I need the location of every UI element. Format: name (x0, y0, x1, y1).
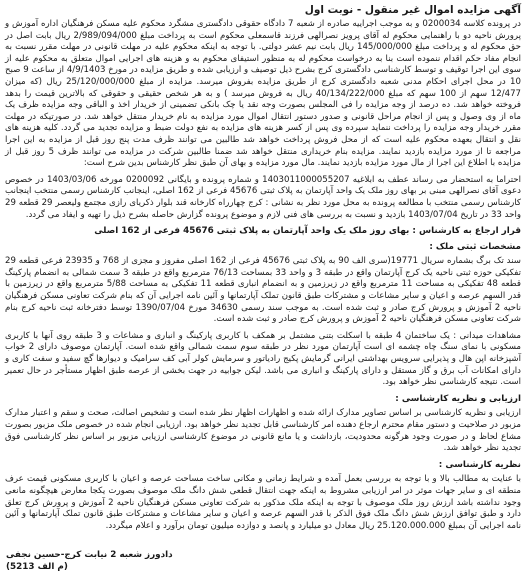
signature-code: (م الف 5213) (6, 562, 68, 572)
notice-intro-paragraph: در پرونده کلاسه 0200034 و به موجب اجراییه صادره از شعبه 7 دادگاه حقوقی دادگستری مشگرد محکوم علیه مسکن فرهنگیان اداره آموزش و پرورش ناحیه دو با راهنمایی محکوم له آقای پرویز نصرالهی فرزند قاسمعلی محکوم است به پرداخت مبلغ 2/989/094/000 ریال بابت اصل در حق محکوم له و پرداخت مبلغ 145/000/000 ریال بابت نیم عشر دولتی. با توجه به اینکه محکوم علیه در مهلت قانونی در مهلت مقرر نسبت به انجام مفاد حکم اقدام ننموده است بنا به درخواست محکوم له به منظور استیفای محکوم به و هزینه های اجرایی اموال متعلق به محکوم علیه از سوی این اجرا توقیف و توسط کارشناسی دادگستری کرج بشرح ذیل توصیف و ارزیابی شده و طریق مزایده در مورخ 4/9/1403 از ساعت 9 صبح 10 در محل اجرای احکام مدنی شعبه دادگستری کرج از طریق مزایده بفروش میرسد. مزایده از مبلغ 25/120/000/000 ریال (که میزان 12/477 سهم از 100 سهم که مبلغ 40/134/222/000 ریال به فروش میرسد ) و به هر شخص حقیقی و حقوقی که بالاترین قیمت را بدهد فروخته خواهد شد. ده درصد از وجه مزایده را فی المجلس بصورت وجه نقد یا چک بانکی تضمینی از خریدار اخذ و الباقی وجه مزایده ظرف یک ماه از وی وصول و پس از انجام مراحل قانونی و صدور دستور انتقال اموال مورد مزایده به نام خریدار منتقل خواهد شد. در صورتیکه در مهلت مقرر خریدار وجه مزایده را پرداخت ننماید سپرده وی پس از کسر هزینه های مزایده به نفع دولت ضبط و مزایده تجدید می گردد. کلیه هزینه های نقل و انتقال بعهده محکوم علیه است که از محل فروش پرداخت خواهد شد طالبین می توانند ظرف مدت پنج روز قبل از مزایده به این اجرا مراجعه تا از مورد مزایده بازدید نمایند. مزایده بنام خریداری منتقل خواهد شد ضمنا طالبین شرکت در مزایده می توانند ظرف 5 روز قبل از مزایده با اطلاع این اجرا از مال مورد مزایده بازدید نمایند. مال مورد مزایده و بهای آن طبق نظر کارشناس بدین شرح است: (5, 19, 521, 169)
registration-specs-heading: مشخصات ثبتی ملک : (429, 241, 521, 252)
notice-title: آگهی مزایده اموال غیر منقول - نوبت اول (304, 4, 521, 16)
evaluation-heading: ارزیابی و نظریه کارشناسی : (395, 393, 521, 404)
evaluation-paragraph: ارزیابی و نظریه کارشناسی بر اساس تصاویر مدارک ارائه شده و اظهارات اظهار نظر شده است و تشخیص اصالت، صحت و سقم و اعتبار مدارک مزبور در صلاحیت و دستور مقام محترم ارجاع دهنده امر کارشناسی قابل تجدید نظر خواهد بود. ارزیابی انجام شده در خصوص ملک مزبور بصورت مشاع لحاظ و در صورت وجود هرگونه محدودیت، بازداشت و یا مانع قانونی در موضوع کارشناسی ارزیابی مزبور بر اساس نظر کارشناسی فوق تجدید نظر خواهد شد. (5, 408, 521, 454)
conclusion-paragraph: با عنایت به مطالب بالا و با توجه به بررسی بعمل آمده و شرایط زمانی و مکانی ساخت مساحت عرصه و اعیان با کاربری مسکونی قیمت عرف منطقه ای و سایر جهات موثر در امر ارزیابی مشروط به اینکه جهت انتقال قطعی شش دانگ ملک موصوف بصورت یکجا معارض هیچگونه مانعی وجود نداشته باشد ارزش روز ملک موصوف با توجه به اینکه ملک مذکور به شرکت تعاونی مسکن فرهنگیان ناحیه 2 آموزش و پرورش کرج تعلق دارد و طبق توافق ارزش شش دانگ ملک فوق الذکر با قدر السهم عرصه و اعیان و سایر مشاعات و مشترکات طبق قانون تملک آپارتمانها و آئین نامه اجرایی آن بمبلغ 25.120.000.000 ریال معادل دو میلیارد و پانصد و دوازده میلیون تومان برآورد و اعلام میگردد. (5, 474, 522, 531)
field-observations-paragraph: مشاهدات میدانی : یک ساختمان 4 طبقه با اسکلت بتنی مشتمل بر همکف با کاربری پارکینگ و انباری و مشاعات و 3 طبقه روی آنها با کاربری مسکونی با نمای سنگ چاه چشمه ای است آپارتمان مورد نظر در طبقه سوم سمت شمالی واقع شده است. آپارتمان موصوف دارای 2 خواب آشپزخانه اپن هال و پذیرایی سرویس بهداشتی ایرانی گرمایش پکیج رادیاتور و سرمایش کولر آبی کف سرامیک و دیوارها گچ سفید و سفت کاری و دارای امکانات آب برق و گاز مستقل و دارای پارکینگ و انباری می باشد. لیکن جوابیه در جهت بخشی از عرصه طبق اظهار مستأجر در حال تعمیر است. نتیجه کارشناسی نظر خواهد بود. (5, 330, 521, 388)
signature-officer: دادورز شعبه 2 نیابت کرج-حسین نجفی (6, 550, 173, 560)
conclusion-heading: نظریه کارشناسی : (438, 459, 521, 470)
subject-heading: قرار ارجاع به کارشناس : بهای روز ملک یک واحد آپارتمان به پلاک ثبتی 45676 فرعی از 162 اصلی (94, 226, 521, 237)
registration-specs-paragraph: سند تک برگ بشماره سریال 19771(سری الف 90 به پلاک ثبتی 45676 فرعی از 162 اصلی مفروز و مجزی از 768 و 23935 فرعی قطعه 29 تفکیکی حوزه ثبتی ناحیه یک کرج آپارتمان واقع در طبقه 3 و واحد 33 بمساحت 76/13 مترمربع واقع در طبقه 3 سمت شمالی به انضمام پارکینگ قطعه 48 تفکیکی به مساحت 11 مترمربع واقع در زیرزمین و به انضمام انباری قطعه 11 تفکیکی به مساحت 5/88 مترمربع واقع در زیرزمین با قدر السهم عرصه و اعیان و سایر مشاعات و مشترکات طبق قانون تملک آپارتمانها و آئین نامه اجرایی آن که بنام شرکت تعاونی مسکن فرهنگیان ناحیه 2 آموزش و پرورش کرج صادر و ثبت شده است. به موجب سند رسمی 34630 مورخ 1390/07/04 توسط دفترخانه ثبت ناحیه کرج بنام شرکت تعاونی مسکن فرهنگیان ناحیه 2 آموزش و پرورش کرج صادر و ثبت شده است. (5, 256, 522, 325)
expert-intro-paragraph: احتراما به استحضار می رساند عطف به ابلاغیه 1403011000055207 و شماره پرونده و بایگانی 0200092 مورخه 1403/03/06 در خصوص دعوی آقای نصرالهی مبنی بر بهای روز ملک یک واحد آپارتمان به پلاک ثبتی 45676 فرعی از 162 اصلی، اینجانب کارشناس رسمی منتخب اینجانب کارشناس رسمی منتخب با مطالعه پرونده به محل مورد نظر به نشانی : کرج چهارراه کارخانه قند بلوار ذکریای رازی مجتمع ولیعصر 29 قطعه 29 واحد 33 در تاریخ 1403/07/04 بازدید و نسبت به بررسی های فنی لازم و موضوع پرونده گزارش حاصله بشرح ذیل را تهیه و ایفاد می گردد. (5, 174, 522, 220)
signature-block (6, 549, 173, 573)
